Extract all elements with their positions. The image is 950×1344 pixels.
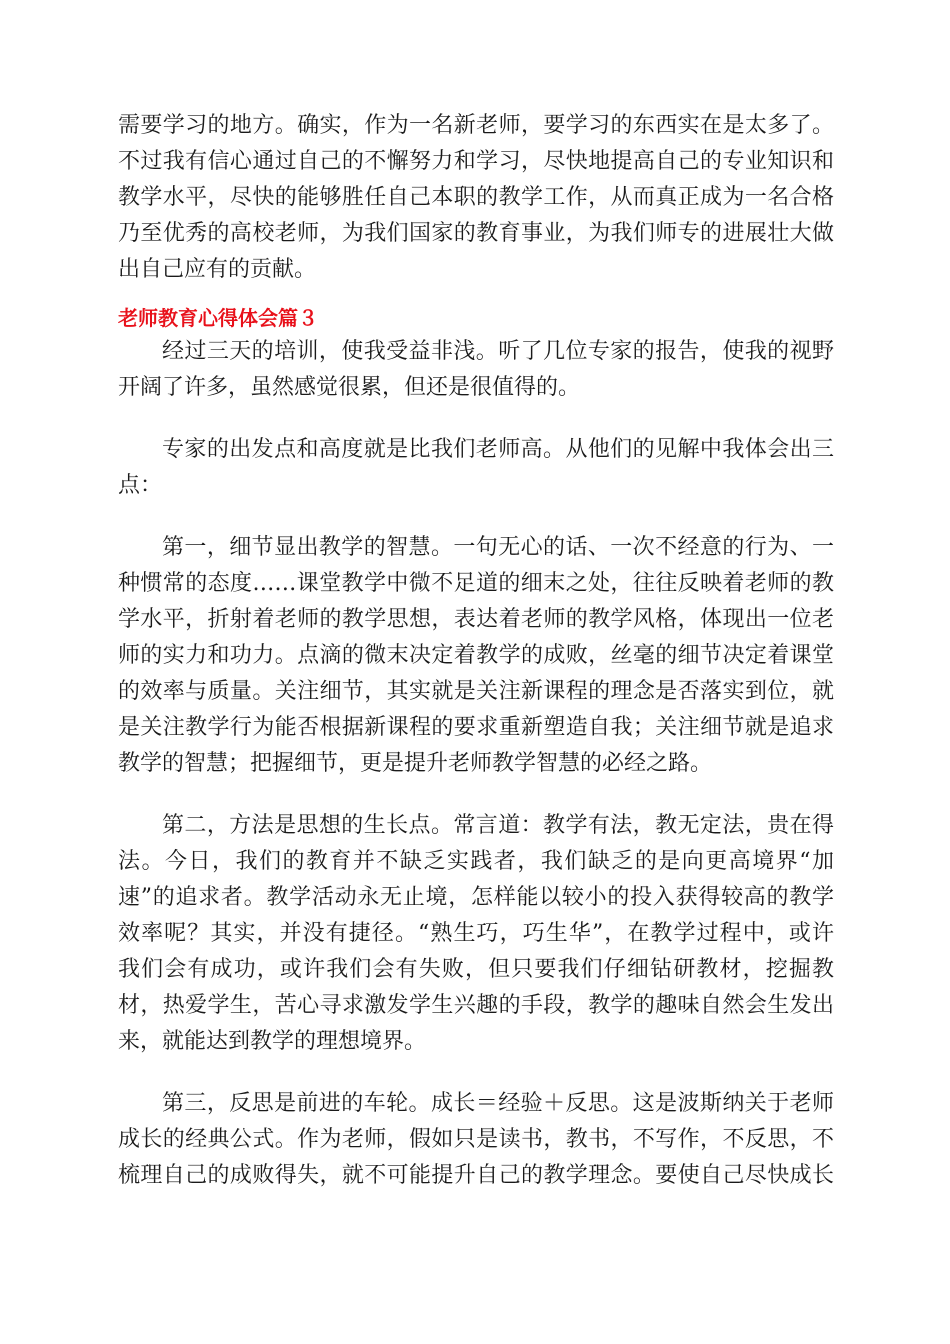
text-line: 第三，反思是前进的车轮。成长＝经验＋反思。这是波斯纳关于老师 <box>162 1091 834 1116</box>
text-line: 学水平，折射着老师的教学思想，表达着老师的教学风格，体现出一位老 <box>118 607 834 632</box>
text-line: 出自己应有的贡献。 <box>118 257 317 282</box>
text-line: 教学水平，尽快的能够胜任自己本职的教学工作，从而真正成为一名合格 <box>118 185 834 210</box>
text-line: 第一，细节显出教学的智慧。一句无心的话、一次不经意的行为、一 <box>162 535 834 560</box>
text-line: 法。今日，我们的教育并不缺乏实践者，我们缺乏的是向更高境界“加 <box>118 849 834 874</box>
paragraph-point-one <box>118 530 834 782</box>
text-line: 需要学习的地方。确实，作为一名新老师，要学习的东西实在是太多了。 <box>118 113 834 138</box>
text-line: 速”的追求者。教学活动永无止境，怎样能以较小的投入获得较高的教学 <box>118 885 834 910</box>
paragraph-intro <box>118 334 834 406</box>
text-line: 师的实力和功力。点滴的微末决定着教学的成败，丝毫的细节决定着课堂 <box>118 643 834 668</box>
text-line: 经过三天的培训，使我受益非浅。听了几位专家的报告，使我的视野 <box>162 339 834 364</box>
text-line: 我们会有成功，或许我们会有失败，但只要我们仔细钻研教材，挖掘教 <box>118 957 834 982</box>
paragraph-continuation <box>118 108 834 288</box>
text-line: 点： <box>118 473 163 498</box>
paragraph-point-three <box>118 1086 834 1194</box>
paragraph-experts <box>118 432 834 504</box>
text-line: 种惯常的态度……课堂教学中微不足道的细末之处，往往反映着老师的教 <box>118 571 834 596</box>
text-line: 第二，方法是思想的生长点。常言道：教学有法，教无定法，贵在得 <box>162 813 834 838</box>
text-line: 专家的出发点和高度就是比我们老师高。从他们的见解中我体会出三 <box>162 437 834 462</box>
text-line: 是关注教学行为能否根据新课程的要求重新塑造自我；关注细节就是追求 <box>118 715 834 740</box>
section-heading: 老师教育心得体会篇３ <box>118 306 318 330</box>
document-page <box>118 108 834 1194</box>
text-line: 来，就能达到教学的理想境界。 <box>118 1029 427 1054</box>
text-line: 成长的经典公式。作为老师，假如只是读书，教书，不写作，不反思，不 <box>118 1127 834 1152</box>
text-line: 效率呢？其实，并没有捷径。“熟生巧，巧生华”，在教学过程中，或许 <box>118 921 834 946</box>
text-line: 梳理自己的成败得失，就不可能提升自己的教学理念。要使自己尽快成长 <box>118 1163 834 1188</box>
text-line: 材，热爱学生，苦心寻求激发学生兴趣的手段，教学的趣味自然会生发出 <box>118 993 834 1018</box>
text-line: 的效率与质量。关注细节，其实就是关注新课程的理念是否落实到位，就 <box>118 679 834 704</box>
text-line: 乃至优秀的高校老师，为我们国家的教育事业，为我们师专的进展壮大做 <box>118 221 834 246</box>
paragraph-point-two <box>118 808 834 1060</box>
text-line: 教学的智慧；把握细节，更是提升老师教学智慧的必经之路。 <box>118 751 713 776</box>
text-line: 开阔了许多，虽然感觉很累，但还是很值得的。 <box>118 375 581 400</box>
text-line: 不过我有信心通过自己的不懈努力和学习，尽快地提高自己的专业知识和 <box>118 149 834 174</box>
